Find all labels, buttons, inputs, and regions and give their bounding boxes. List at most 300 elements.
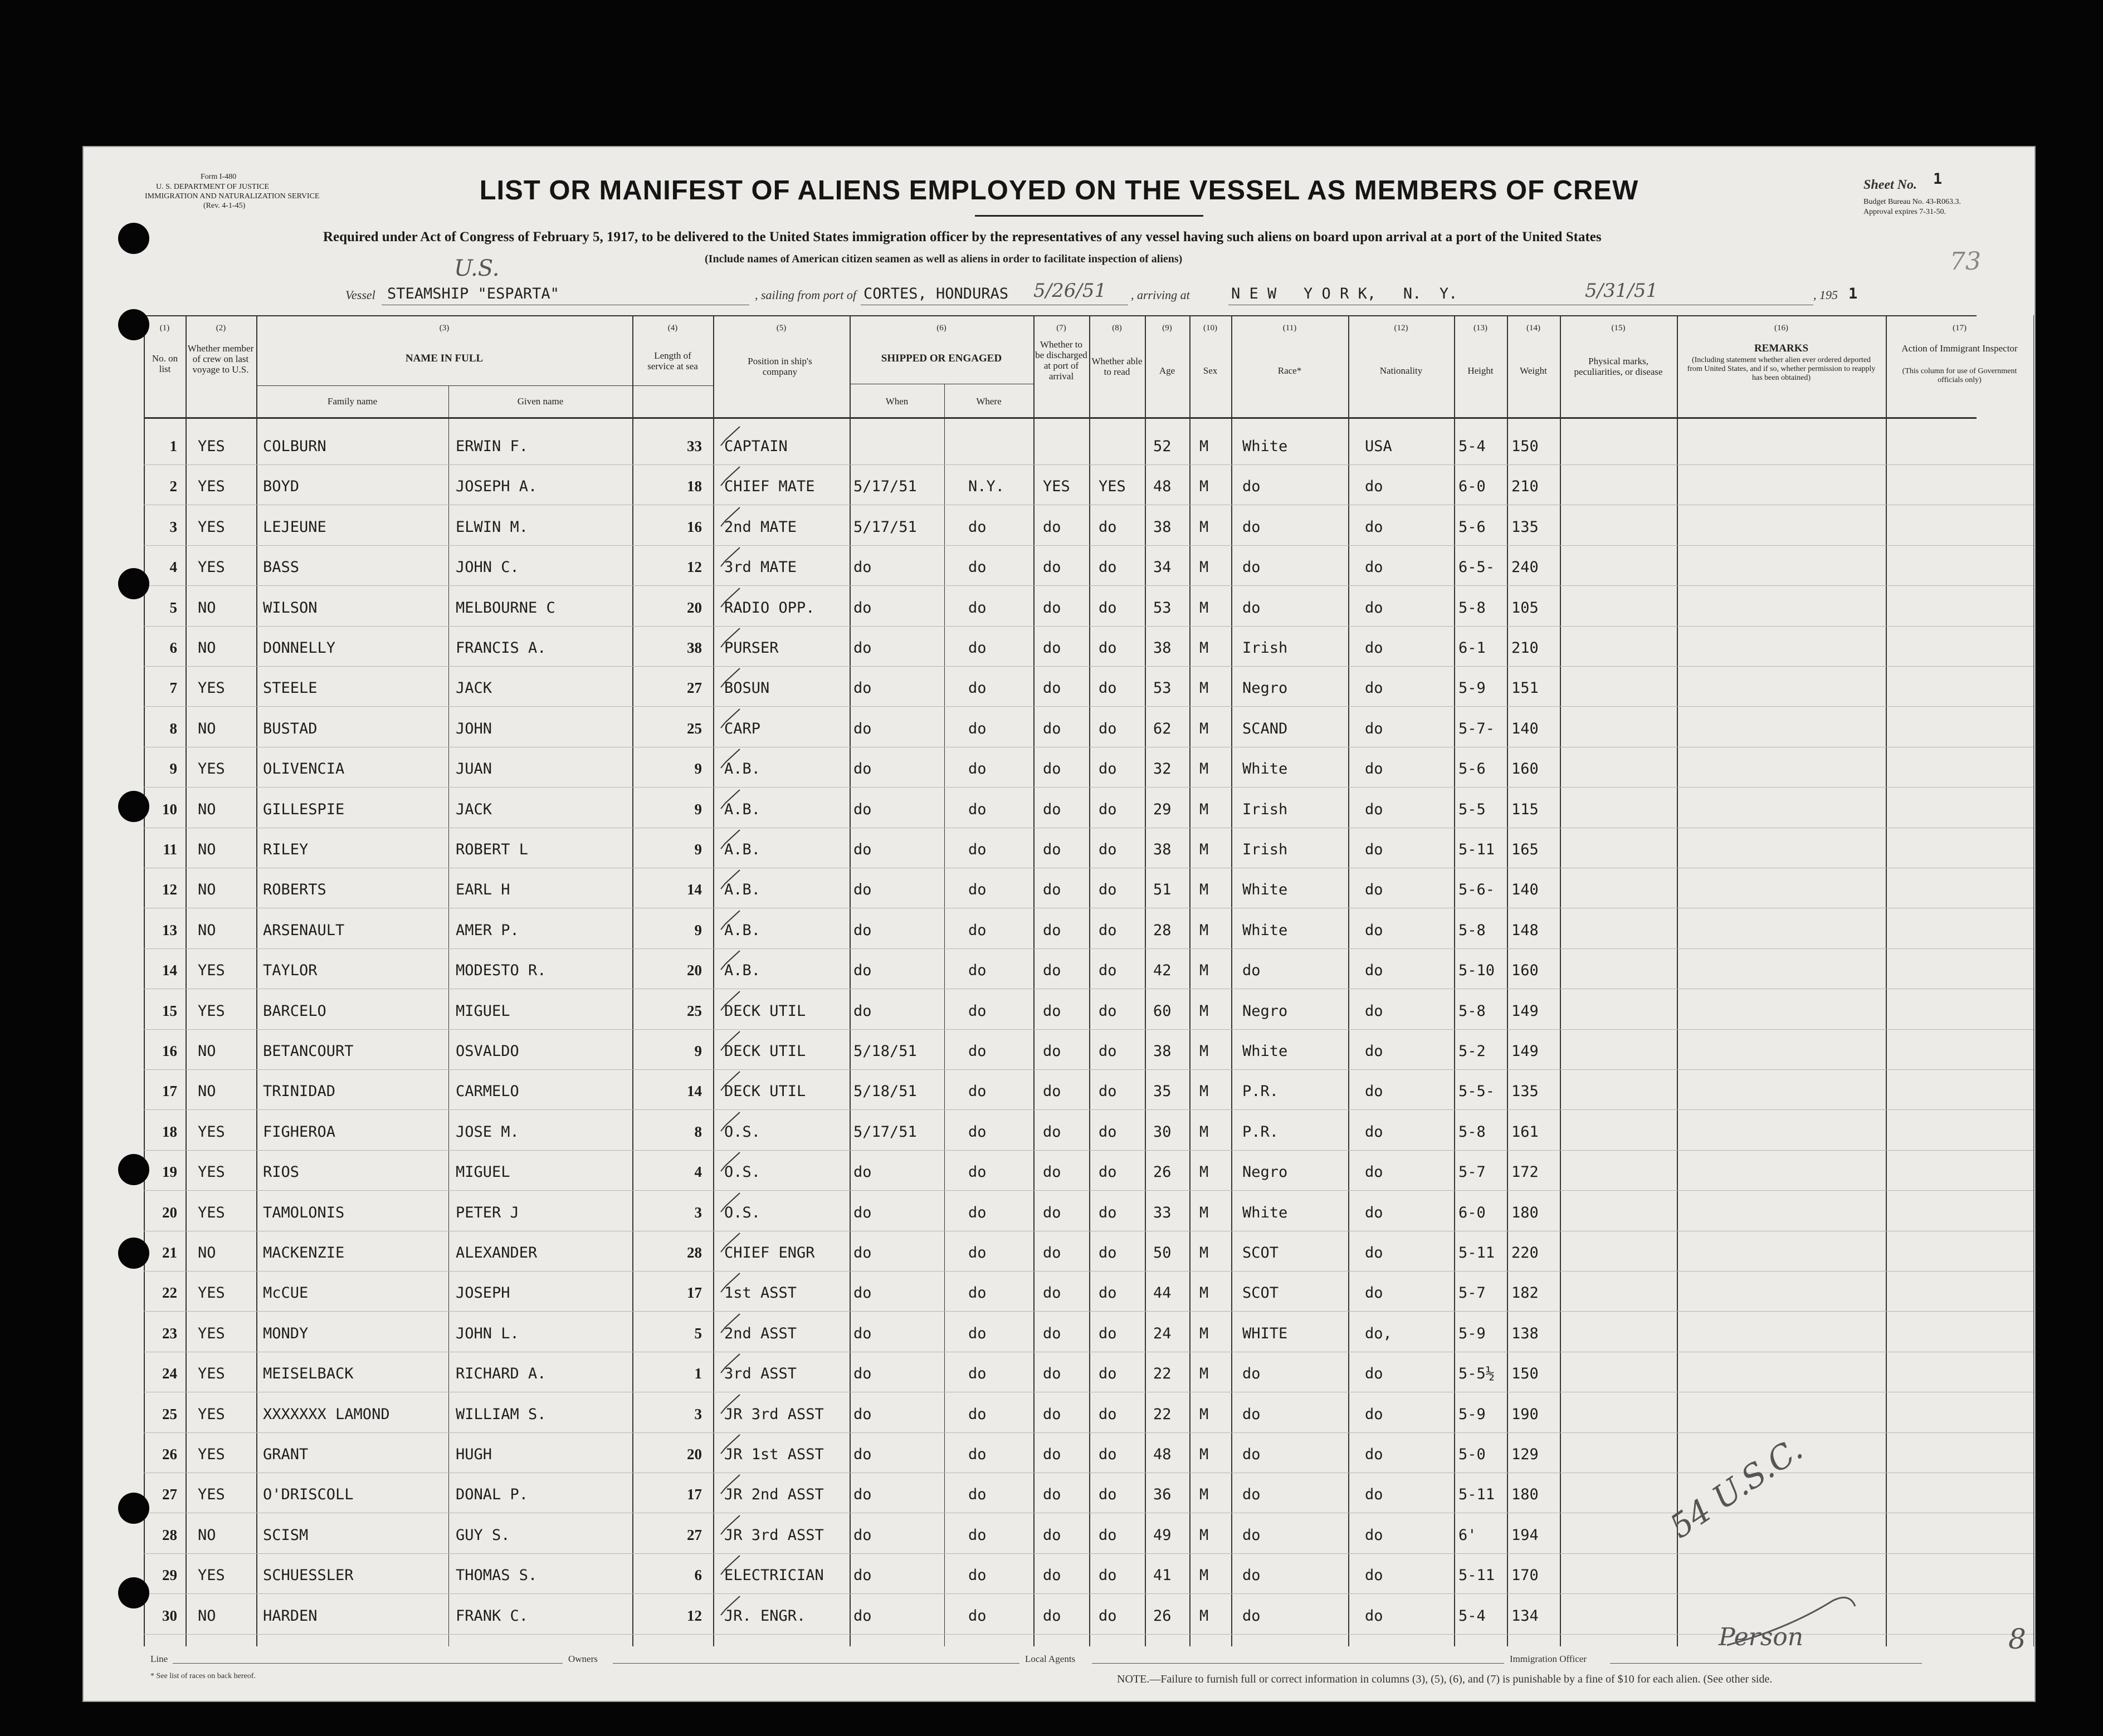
weight: 150 <box>1511 1365 1539 1382</box>
check-mark-icon <box>720 1272 742 1294</box>
footer-line: Line <box>150 1654 168 1664</box>
length-of-service: 6 <box>694 1567 702 1583</box>
height: 5-6 <box>1458 760 1486 777</box>
hdr-action-sub: (This column for use of Government officials only) <box>1902 367 2017 384</box>
binder-hole <box>118 1238 149 1269</box>
crew-last-voyage: YES <box>198 760 225 777</box>
discharged: do <box>1043 639 1061 657</box>
given-name: JOSE M. <box>456 1123 519 1141</box>
nationality: do <box>1365 922 1383 939</box>
row-number: 19 <box>162 1163 177 1180</box>
crew-last-voyage: NO <box>198 922 216 939</box>
row-number: 14 <box>162 962 177 979</box>
col-11: (11) <box>1282 324 1297 332</box>
position: CAPTAIN <box>724 438 788 455</box>
family-name: XXXXXXX LAMOND <box>263 1406 390 1423</box>
table-row <box>84 1041 2034 1082</box>
check-mark-icon <box>720 546 742 569</box>
weight: 138 <box>1511 1325 1539 1342</box>
nationality: do <box>1365 881 1383 898</box>
weight: 135 <box>1511 519 1539 536</box>
given-name: GUY S. <box>456 1527 510 1544</box>
weight: 240 <box>1511 559 1539 576</box>
crew-last-voyage: YES <box>198 1123 225 1141</box>
check-mark-icon <box>720 829 742 851</box>
height: 5-6 <box>1458 519 1486 536</box>
nationality: do <box>1365 1284 1383 1302</box>
crew-last-voyage: YES <box>198 1486 225 1503</box>
position: JR. ENGR. <box>724 1607 806 1625</box>
sex: M <box>1199 599 1209 617</box>
row-number: 9 <box>169 760 177 777</box>
sailing-label: , sailing from port of <box>755 288 856 302</box>
race: P.R. <box>1242 1083 1279 1100</box>
discharged: do <box>1043 1325 1061 1342</box>
position: BOSUN <box>724 679 770 697</box>
position: 1st ASST <box>724 1284 797 1302</box>
shipped-where: do <box>968 922 987 939</box>
height: 5-10 <box>1458 962 1495 979</box>
able-to-read: do <box>1099 1244 1117 1261</box>
family-name: GRANT <box>263 1446 309 1463</box>
shipped-where: do <box>968 1527 987 1544</box>
nationality: do <box>1365 1486 1383 1503</box>
height: 6-1 <box>1458 639 1486 657</box>
shipped-where: do <box>968 559 987 576</box>
race: do <box>1242 1527 1261 1544</box>
crew-last-voyage: NO <box>198 599 216 617</box>
department: U. S. DEPARTMENT OF JUSTICE <box>156 183 269 191</box>
sex: M <box>1199 1083 1209 1100</box>
length-of-service: 18 <box>687 478 702 495</box>
sex: M <box>1199 1527 1209 1544</box>
position: CARP <box>724 720 761 737</box>
form-number: Form I-480 <box>201 173 237 181</box>
age: 60 <box>1153 1003 1172 1020</box>
able-to-read: do <box>1099 922 1117 939</box>
length-of-service: 3 <box>694 1406 702 1422</box>
shipped-where: do <box>968 1083 987 1100</box>
height: 5-2 <box>1458 1043 1486 1060</box>
hdr-name-in-full: NAME IN FULL <box>405 353 484 364</box>
age: 32 <box>1153 760 1172 777</box>
position: 2nd ASST <box>724 1325 797 1342</box>
race: SCOT <box>1242 1244 1279 1261</box>
given-name: WILLIAM S. <box>456 1406 547 1423</box>
shipped-where: do <box>968 1284 987 1302</box>
sail-date: 5/26/51 <box>1033 280 1107 302</box>
weight: 150 <box>1511 438 1539 455</box>
shipped-when: 5/17/51 <box>853 478 917 495</box>
table-row <box>84 880 2034 920</box>
length-of-service: 8 <box>694 1123 702 1140</box>
race: do <box>1242 478 1261 495</box>
race: White <box>1242 922 1288 939</box>
sex: M <box>1199 559 1209 576</box>
row-number: 3 <box>169 519 177 535</box>
row-number: 6 <box>169 639 177 656</box>
col-15: (15) <box>1611 324 1626 332</box>
length-of-service: 9 <box>694 801 702 818</box>
race: White <box>1242 881 1288 898</box>
position: 2nd MATE <box>724 519 797 536</box>
shipped-where: do <box>968 1244 987 1261</box>
family-name: BUSTAD <box>263 720 318 737</box>
hdr-nationality: Nationality <box>1379 365 1423 376</box>
race: do <box>1242 962 1261 979</box>
age: 41 <box>1153 1567 1172 1584</box>
table-row <box>84 678 2034 718</box>
nationality: do <box>1365 801 1383 818</box>
table-row <box>84 1405 2034 1445</box>
length-of-service: 5 <box>694 1325 702 1342</box>
hdr-whether-member: Whether member of crew on last voyage to U.S. <box>187 343 254 375</box>
row-rule <box>144 666 2033 667</box>
length-of-service: 27 <box>687 679 702 696</box>
row-number: 18 <box>162 1123 177 1140</box>
position: A.B. <box>724 760 761 777</box>
position: CHIEF ENGR <box>724 1244 815 1261</box>
nationality: do <box>1365 1244 1383 1261</box>
crew-last-voyage: YES <box>198 1163 225 1181</box>
position: 3rd MATE <box>724 559 797 576</box>
shipped-where: do <box>968 1003 987 1020</box>
length-of-service: 3 <box>694 1204 702 1221</box>
crew-last-voyage: YES <box>198 1284 225 1302</box>
length-of-service: 9 <box>694 760 702 777</box>
age: 42 <box>1153 962 1172 979</box>
nationality: do <box>1365 599 1383 617</box>
shipped-when: do <box>853 1607 872 1625</box>
given-name: HUGH <box>456 1446 492 1463</box>
crew-last-voyage: NO <box>198 841 216 858</box>
race: Negro <box>1242 1163 1288 1181</box>
nationality: do <box>1365 1043 1383 1060</box>
table-row <box>84 477 2034 517</box>
table-row <box>84 558 2034 598</box>
sex: M <box>1199 438 1209 455</box>
vessel-name: STEAMSHIP "ESPARTA" <box>387 285 559 302</box>
sex: M <box>1199 801 1209 818</box>
row-rule <box>144 1432 2033 1433</box>
length-of-service: 20 <box>687 962 702 979</box>
discharged: do <box>1043 1446 1061 1463</box>
sex: M <box>1199 922 1209 939</box>
discharged: do <box>1043 841 1061 858</box>
age: 29 <box>1153 801 1172 818</box>
given-name: FRANK C. <box>456 1607 529 1625</box>
weight: 135 <box>1511 1083 1539 1100</box>
check-mark-icon <box>720 1514 742 1537</box>
given-name: MODESTO R. <box>456 962 547 979</box>
discharged: do <box>1043 801 1061 818</box>
discharged: do <box>1043 1244 1061 1261</box>
able-to-read: do <box>1099 1406 1117 1423</box>
height: 6-0 <box>1458 478 1486 495</box>
row-number: 15 <box>162 1003 177 1019</box>
nationality: do <box>1365 720 1383 737</box>
sex: M <box>1199 1325 1209 1342</box>
hdr-when: When <box>885 396 909 407</box>
sheet-number: 1 <box>1933 170 1943 188</box>
family-name: McCUE <box>263 1284 309 1302</box>
given-name: AMER P. <box>456 922 519 939</box>
weight: 194 <box>1511 1527 1539 1544</box>
shipped-when: do <box>853 962 872 979</box>
shipped-where: do <box>968 1607 987 1625</box>
given-name: DONAL P. <box>456 1486 529 1503</box>
nationality: do <box>1365 679 1383 697</box>
shipped-where: do <box>968 1325 987 1342</box>
check-mark-icon <box>720 708 742 730</box>
row-number: 1 <box>169 438 177 454</box>
table-row <box>84 1122 2034 1162</box>
given-name: MELBOURNE C <box>456 599 555 617</box>
shipped-when: do <box>853 1446 872 1463</box>
given-name: JOSEPH <box>456 1284 510 1302</box>
shipped-when: do <box>853 559 872 576</box>
discharged: do <box>1043 679 1061 697</box>
age: 38 <box>1153 841 1172 858</box>
hdr-able-read: Whether able to read <box>1091 356 1143 377</box>
binder-hole <box>118 223 149 254</box>
weight: 151 <box>1511 679 1539 697</box>
nationality: do <box>1365 1083 1383 1100</box>
shipped-when: do <box>853 1406 872 1423</box>
shipped-where: do <box>968 1406 987 1423</box>
row-rule <box>144 787 2033 788</box>
discharged: do <box>1043 519 1061 536</box>
discharged: do <box>1043 1527 1061 1544</box>
col-14: (14) <box>1526 324 1540 332</box>
race: Negro <box>1242 1003 1288 1020</box>
footer-officer: Immigration Officer <box>1510 1654 1587 1664</box>
shipped-when: do <box>853 639 872 657</box>
length-of-service: 20 <box>687 1446 702 1463</box>
able-to-read: do <box>1099 679 1117 697</box>
col-5: (5) <box>776 324 787 332</box>
age: 35 <box>1153 1083 1172 1100</box>
sex: M <box>1199 1244 1209 1261</box>
row-number: 8 <box>169 720 177 737</box>
shipped-when: 5/17/51 <box>853 1123 917 1141</box>
position: A.B. <box>724 801 761 818</box>
table-row <box>84 1203 2034 1243</box>
family-name: BETANCOURT <box>263 1043 354 1060</box>
discharged: do <box>1043 559 1061 576</box>
given-name: JOHN L. <box>456 1325 519 1342</box>
shipped-where: do <box>968 881 987 898</box>
race: P.R. <box>1242 1123 1279 1141</box>
age: 24 <box>1153 1325 1172 1342</box>
nationality: do <box>1365 760 1383 777</box>
nationality: do <box>1365 1003 1383 1020</box>
table-row <box>84 961 2034 1001</box>
sex: M <box>1199 1204 1209 1221</box>
position: CHIEF MATE <box>724 478 815 495</box>
row-rule <box>144 948 2033 949</box>
row-number: 11 <box>163 841 177 858</box>
family-name: SCISM <box>263 1527 309 1544</box>
check-mark-icon <box>720 1474 742 1496</box>
row-rule <box>144 1190 2033 1191</box>
check-mark-icon <box>720 1595 742 1617</box>
nationality: do <box>1365 1406 1383 1423</box>
col-4: (4) <box>667 324 678 332</box>
height: 5-5- <box>1458 1083 1495 1100</box>
weight: 165 <box>1511 841 1539 858</box>
height: 6-0 <box>1458 1204 1486 1221</box>
shipped-where: do <box>968 720 987 737</box>
shipped-where: do <box>968 841 987 858</box>
binder-hole <box>118 791 149 822</box>
row-number: 20 <box>162 1204 177 1221</box>
hdr-sex: Sex <box>1203 365 1218 376</box>
row-number: 10 <box>162 801 177 818</box>
discharged: do <box>1043 1123 1061 1141</box>
family-name: TAMOLONIS <box>263 1204 345 1221</box>
height: 5-0 <box>1458 1446 1486 1463</box>
arrival-date: 5/31/51 <box>1585 280 1658 302</box>
race: do <box>1242 1486 1261 1503</box>
shipped-where: do <box>968 1123 987 1141</box>
row-number: 23 <box>162 1325 177 1342</box>
corner-initials: 8 <box>2008 1623 2026 1655</box>
family-name: ARSENAULT <box>263 922 345 939</box>
table-row <box>84 1243 2034 1283</box>
check-mark-icon <box>720 990 742 1013</box>
given-name: ERWIN F. <box>456 438 529 455</box>
family-name: MONDY <box>263 1325 309 1342</box>
shipped-when: do <box>853 922 872 939</box>
vessel-annotation: U.S. <box>454 256 500 281</box>
position: O.S. <box>724 1204 761 1221</box>
given-name: CARMELO <box>456 1083 519 1100</box>
family-name: O'DRISCOLL <box>263 1486 354 1503</box>
height: 5-8 <box>1458 1123 1486 1141</box>
length-of-service: 9 <box>694 1043 702 1059</box>
binder-hole <box>118 309 149 340</box>
check-mark-icon <box>720 426 742 448</box>
arriving-label: , arriving at <box>1131 288 1190 302</box>
family-name: DONNELLY <box>263 639 336 657</box>
crew-last-voyage: NO <box>198 1083 216 1100</box>
hdr-discharged: Whether to be discharged at port of arrival <box>1035 339 1087 382</box>
age: 53 <box>1153 599 1172 617</box>
nationality: do <box>1365 1163 1383 1181</box>
shipped-when: 5/18/51 <box>853 1083 917 1100</box>
weight: 140 <box>1511 881 1539 898</box>
discharged: do <box>1043 881 1061 898</box>
crew-last-voyage: NO <box>198 1244 216 1261</box>
crew-last-voyage: YES <box>198 1325 225 1342</box>
position: DECK UTIL <box>724 1003 806 1020</box>
family-name: WILSON <box>263 599 318 617</box>
shipped-where: do <box>968 1567 987 1584</box>
shipped-where: do <box>968 679 987 697</box>
sex: M <box>1199 1284 1209 1302</box>
row-number: 5 <box>169 599 177 616</box>
length-of-service: 9 <box>694 922 702 938</box>
table-row <box>84 840 2034 880</box>
length-of-service: 12 <box>687 559 702 575</box>
footer-owners: Owners <box>568 1654 598 1664</box>
able-to-read: do <box>1099 1204 1117 1221</box>
family-name: RIOS <box>263 1163 300 1181</box>
crew-last-voyage: NO <box>198 1607 216 1625</box>
row-rule <box>144 1029 2033 1030</box>
nationality: do <box>1365 962 1383 979</box>
weight: 220 <box>1511 1244 1539 1261</box>
col-2: (2) <box>216 324 226 332</box>
sheet-label: Sheet No. <box>1863 178 1917 192</box>
check-mark-icon <box>720 1232 742 1254</box>
row-number: 25 <box>162 1406 177 1422</box>
officer-signature: Person <box>1719 1623 1804 1651</box>
crew-last-voyage: YES <box>198 438 225 455</box>
age: 26 <box>1153 1163 1172 1181</box>
position: RADIO OPP. <box>724 599 815 617</box>
races-note: * See list of races on back hereof. <box>150 1672 256 1680</box>
crew-last-voyage: NO <box>198 801 216 818</box>
shipped-when: do <box>853 1325 872 1342</box>
able-to-read: do <box>1099 801 1117 818</box>
table-row <box>84 719 2034 759</box>
discharged: YES <box>1043 478 1070 495</box>
weight: 149 <box>1511 1003 1539 1020</box>
check-mark-icon <box>720 587 742 609</box>
length-of-service: 17 <box>687 1486 702 1503</box>
race: do <box>1242 1446 1261 1463</box>
height: 5-8 <box>1458 922 1486 939</box>
able-to-read: do <box>1099 1003 1117 1020</box>
table-row <box>84 638 2034 678</box>
family-name: TRINIDAD <box>263 1083 336 1100</box>
row-number: 21 <box>162 1244 177 1261</box>
col-16: (16) <box>1774 324 1788 332</box>
check-mark-icon <box>720 1313 742 1335</box>
row-rule <box>144 1150 2033 1151</box>
family-name: FIGHEROA <box>263 1123 336 1141</box>
sex: M <box>1199 1406 1209 1423</box>
check-mark-icon <box>720 1030 742 1053</box>
shipped-when: do <box>853 1244 872 1261</box>
crew-last-voyage: YES <box>198 478 225 495</box>
age: 26 <box>1153 1607 1172 1625</box>
manifest-sheet <box>82 146 2036 1702</box>
given-name: RICHARD A. <box>456 1365 547 1382</box>
nationality: do <box>1365 1446 1383 1463</box>
position: JR 3rd ASST <box>724 1406 824 1423</box>
family-name: MACKENZIE <box>263 1244 345 1261</box>
able-to-read: do <box>1099 1083 1117 1100</box>
check-mark-icon <box>720 1353 742 1375</box>
able-to-read: do <box>1099 1123 1117 1141</box>
hdr-remarks-sub: (Including statement whether alien ever ordered deported from United States, and if so, whether permission to reapply has been obtained) <box>1687 356 1876 382</box>
height: 5-8 <box>1458 1003 1486 1020</box>
row-number: 22 <box>162 1284 177 1301</box>
row-rule <box>144 1593 2033 1594</box>
discharged: do <box>1043 1163 1061 1181</box>
given-name: JACK <box>456 801 492 818</box>
row-number: 13 <box>162 922 177 938</box>
able-to-read: do <box>1099 1365 1117 1382</box>
able-to-read: do <box>1099 1607 1117 1625</box>
row-number: 24 <box>162 1365 177 1382</box>
page-title: LIST OR MANIFEST OF ALIENS EMPLOYED ON THE VESSEL AS MEMBERS OF CREW <box>479 175 1639 206</box>
weight: 180 <box>1511 1204 1539 1221</box>
table-row <box>84 437 2034 477</box>
